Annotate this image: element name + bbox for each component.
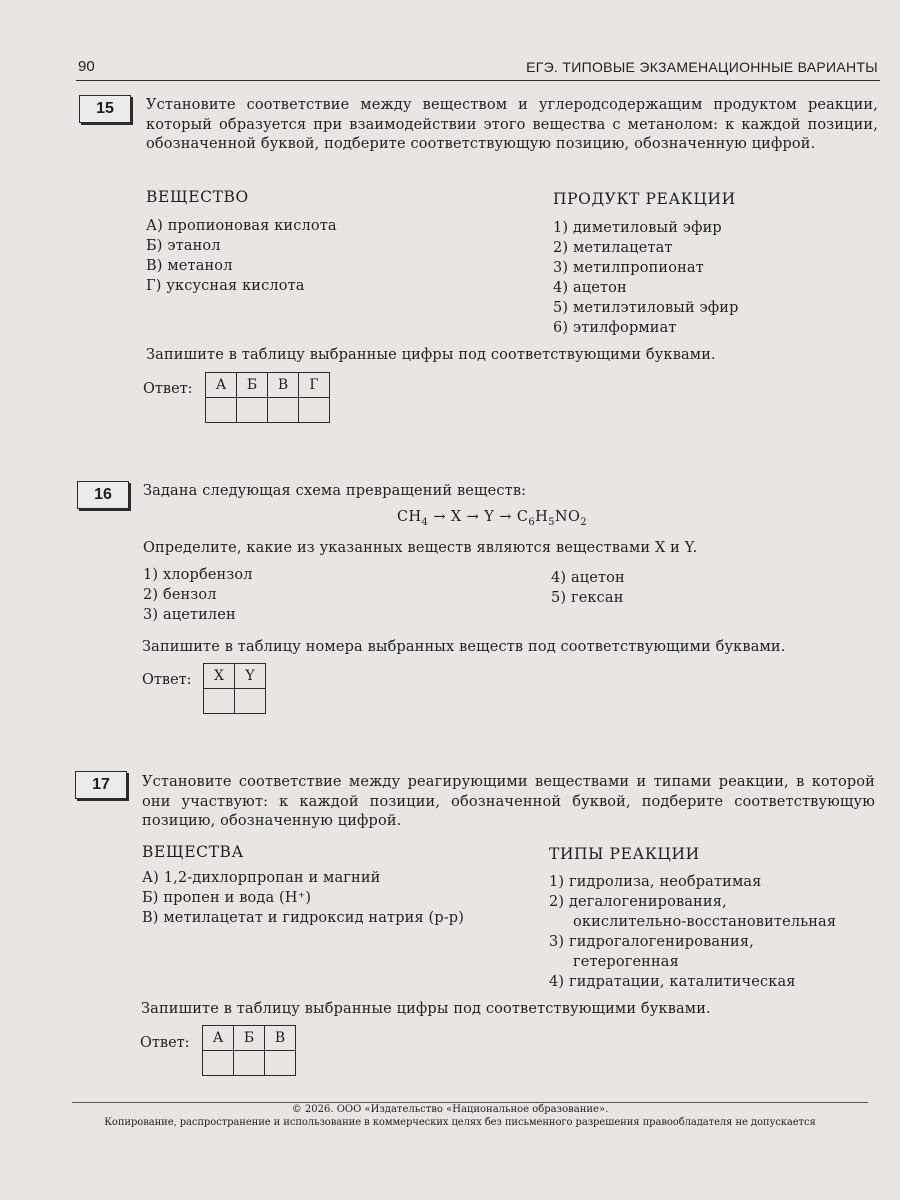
q17-type-3-line2: гетерогенная — [573, 954, 679, 970]
q15-left-heading: ВЕЩЕСТВО — [146, 188, 249, 206]
q16-question: Определите, какие из указанных веществ являются веществами X и Y. — [143, 540, 698, 556]
q15-product-3: 3) метилпропионат — [553, 260, 704, 276]
q15-substance-a: А) пропионовая кислота — [146, 218, 337, 234]
q17-instruction: Запишите в таблицу выбранные цифры под соответствующими буквами. — [141, 1001, 711, 1017]
q15-col-b: Б — [237, 373, 268, 398]
q15-answer-cell-v[interactable] — [268, 398, 299, 423]
q17-answer-label: Ответ: — [140, 1035, 190, 1051]
q15-col-v: В — [268, 373, 299, 398]
q17-col-a: А — [203, 1026, 234, 1051]
scheme-y: Y — [484, 509, 495, 525]
q16-option-1: 1) хлорбензол — [143, 567, 253, 583]
q16-instruction: Запишите в таблицу номера выбранных веществ под соответствующими буквами. — [142, 639, 786, 655]
running-title: ЕГЭ. ТИПОВЫЕ ЭКЗАМЕНАЦИОННЫЕ ВАРИАНТЫ — [526, 59, 878, 75]
scheme-sub: 6 — [528, 516, 536, 528]
scheme-sub: 2 — [580, 516, 588, 528]
q17-type-2 — [549, 892, 836, 932]
q15-product-2: 2) метилацетат — [553, 240, 673, 256]
q17-substance-b: Б) пропен и вода (H⁺) — [142, 890, 312, 906]
q17-answer-cell-a[interactable] — [203, 1051, 234, 1076]
q16-option-5: 5) гексан — [551, 590, 624, 606]
q15-answer-cell-a[interactable] — [206, 398, 237, 423]
footer-rule — [72, 1102, 868, 1103]
scheme-sub: 4 — [421, 516, 429, 528]
footer-copyright: © 2026. ООО «Издательство «Национальное образование». — [291, 1104, 609, 1115]
q17-type-1: 1) гидролиза, необратимая — [549, 874, 762, 890]
question-17-number: 17 — [75, 771, 127, 799]
q16-answer-cell-y[interactable] — [235, 689, 266, 714]
q17-answer-cell-b[interactable] — [234, 1051, 265, 1076]
question-16-number: 16 — [77, 481, 129, 509]
question-17-text: Установите соответствие между реагирующими веществами и типами реакции, в которой они участвуют: к каждой позиции, обозначенной буквой, подберите соответствующую позицию, обозначенную цифрой. — [142, 774, 875, 829]
q15-substance-v: В) метанол — [146, 258, 233, 274]
q16-option-4: 4) ацетон — [551, 570, 625, 586]
q17-types-list — [549, 872, 836, 992]
q15-answer-cell-g[interactable] — [299, 398, 330, 423]
scheme-product: C — [516, 509, 529, 525]
q16-answer-table — [203, 663, 266, 714]
q17-answer-cell-v[interactable] — [265, 1051, 296, 1076]
q15-product-1: 1) диметиловый эфир — [553, 220, 722, 236]
page-number: 90 — [78, 58, 95, 75]
q17-left-heading: ВЕЩЕСТВА — [142, 843, 244, 861]
scheme-x: X — [450, 509, 462, 525]
question-15-number: 15 — [79, 95, 131, 123]
q17-substance-a: А) 1,2-дихлорпропан и магний — [142, 870, 381, 886]
q17-col-b: Б — [234, 1026, 265, 1051]
q15-answer-table — [205, 372, 330, 423]
q16-col-x: X — [204, 664, 235, 689]
q15-product-6: 6) этилформиат — [553, 320, 677, 336]
q17-substances-list — [142, 868, 464, 928]
scheme-methane: CH — [397, 509, 422, 525]
q17-type-2-line1: 2) дегалогенирования, — [549, 894, 727, 910]
scheme-product: NO — [554, 509, 581, 525]
arrow-icon: → — [466, 509, 480, 525]
q15-answer-label: Ответ: — [143, 381, 193, 397]
q15-answer-cell-b[interactable] — [237, 398, 268, 423]
question-16-text: Задана следующая схема превращений веществ: — [143, 483, 527, 499]
q16-options-right — [551, 568, 625, 608]
q15-product-4: 4) ацетон — [553, 280, 627, 296]
q17-substance-v: В) метилацетат и гидроксид натрия (р-р) — [142, 910, 465, 926]
q17-answer-table — [202, 1025, 296, 1076]
scheme-product: H — [535, 509, 549, 525]
q15-instruction: Запишите в таблицу выбранные цифры под соответствующими буквами. — [146, 347, 716, 363]
q16-option-3: 3) ацетилен — [143, 607, 236, 623]
scheme-sub: 5 — [548, 516, 555, 528]
q15-col-g: Г — [299, 373, 330, 398]
q15-products-list — [553, 218, 739, 338]
q16-options-left — [143, 565, 253, 625]
q17-type-3-line1: 3) гидрогалогенирования, — [549, 934, 754, 950]
q16-answer-cell-x[interactable] — [204, 689, 235, 714]
arrow-icon: → — [433, 509, 446, 525]
q17-col-v: В — [265, 1026, 296, 1051]
q15-substances-list — [146, 216, 337, 296]
footer-notice: Копирование, распространение и использование в коммерческих целях без письменного разрешения правообладателя не допускается — [104, 1117, 816, 1128]
q17-type-4: 4) гидратации, каталитическая — [549, 974, 796, 990]
q17-type-2-line2: окислительно-восстановительная — [573, 914, 837, 930]
q16-option-2: 2) бензол — [143, 587, 217, 603]
arrow-icon: → — [499, 509, 512, 525]
q16-answer-label: Ответ: — [142, 672, 192, 688]
q15-substance-b: Б) этанол — [146, 238, 221, 254]
header-rule — [76, 80, 880, 81]
q15-col-a: А — [206, 373, 237, 398]
q17-right-heading: ТИПЫ РЕАКЦИИ — [549, 845, 700, 863]
q15-right-heading: ПРОДУКТ РЕАКЦИИ — [553, 190, 736, 208]
q17-type-3 — [549, 932, 836, 972]
q16-col-y: Y — [235, 664, 266, 689]
question-15-text: Установите соответствие между веществом и углеродсодержащим продуктом реакции, который образуется при взаимодействии этого вещества с метанолом: к каждой позиции, обозначенной буквой, подберите соответствующую позицию, обозначенную цифрой. — [146, 97, 878, 152]
transformation-scheme — [397, 509, 587, 528]
q15-substance-g: Г) уксусная кислота — [146, 278, 305, 294]
q15-product-5: 5) метилэтиловый эфир — [553, 300, 739, 316]
